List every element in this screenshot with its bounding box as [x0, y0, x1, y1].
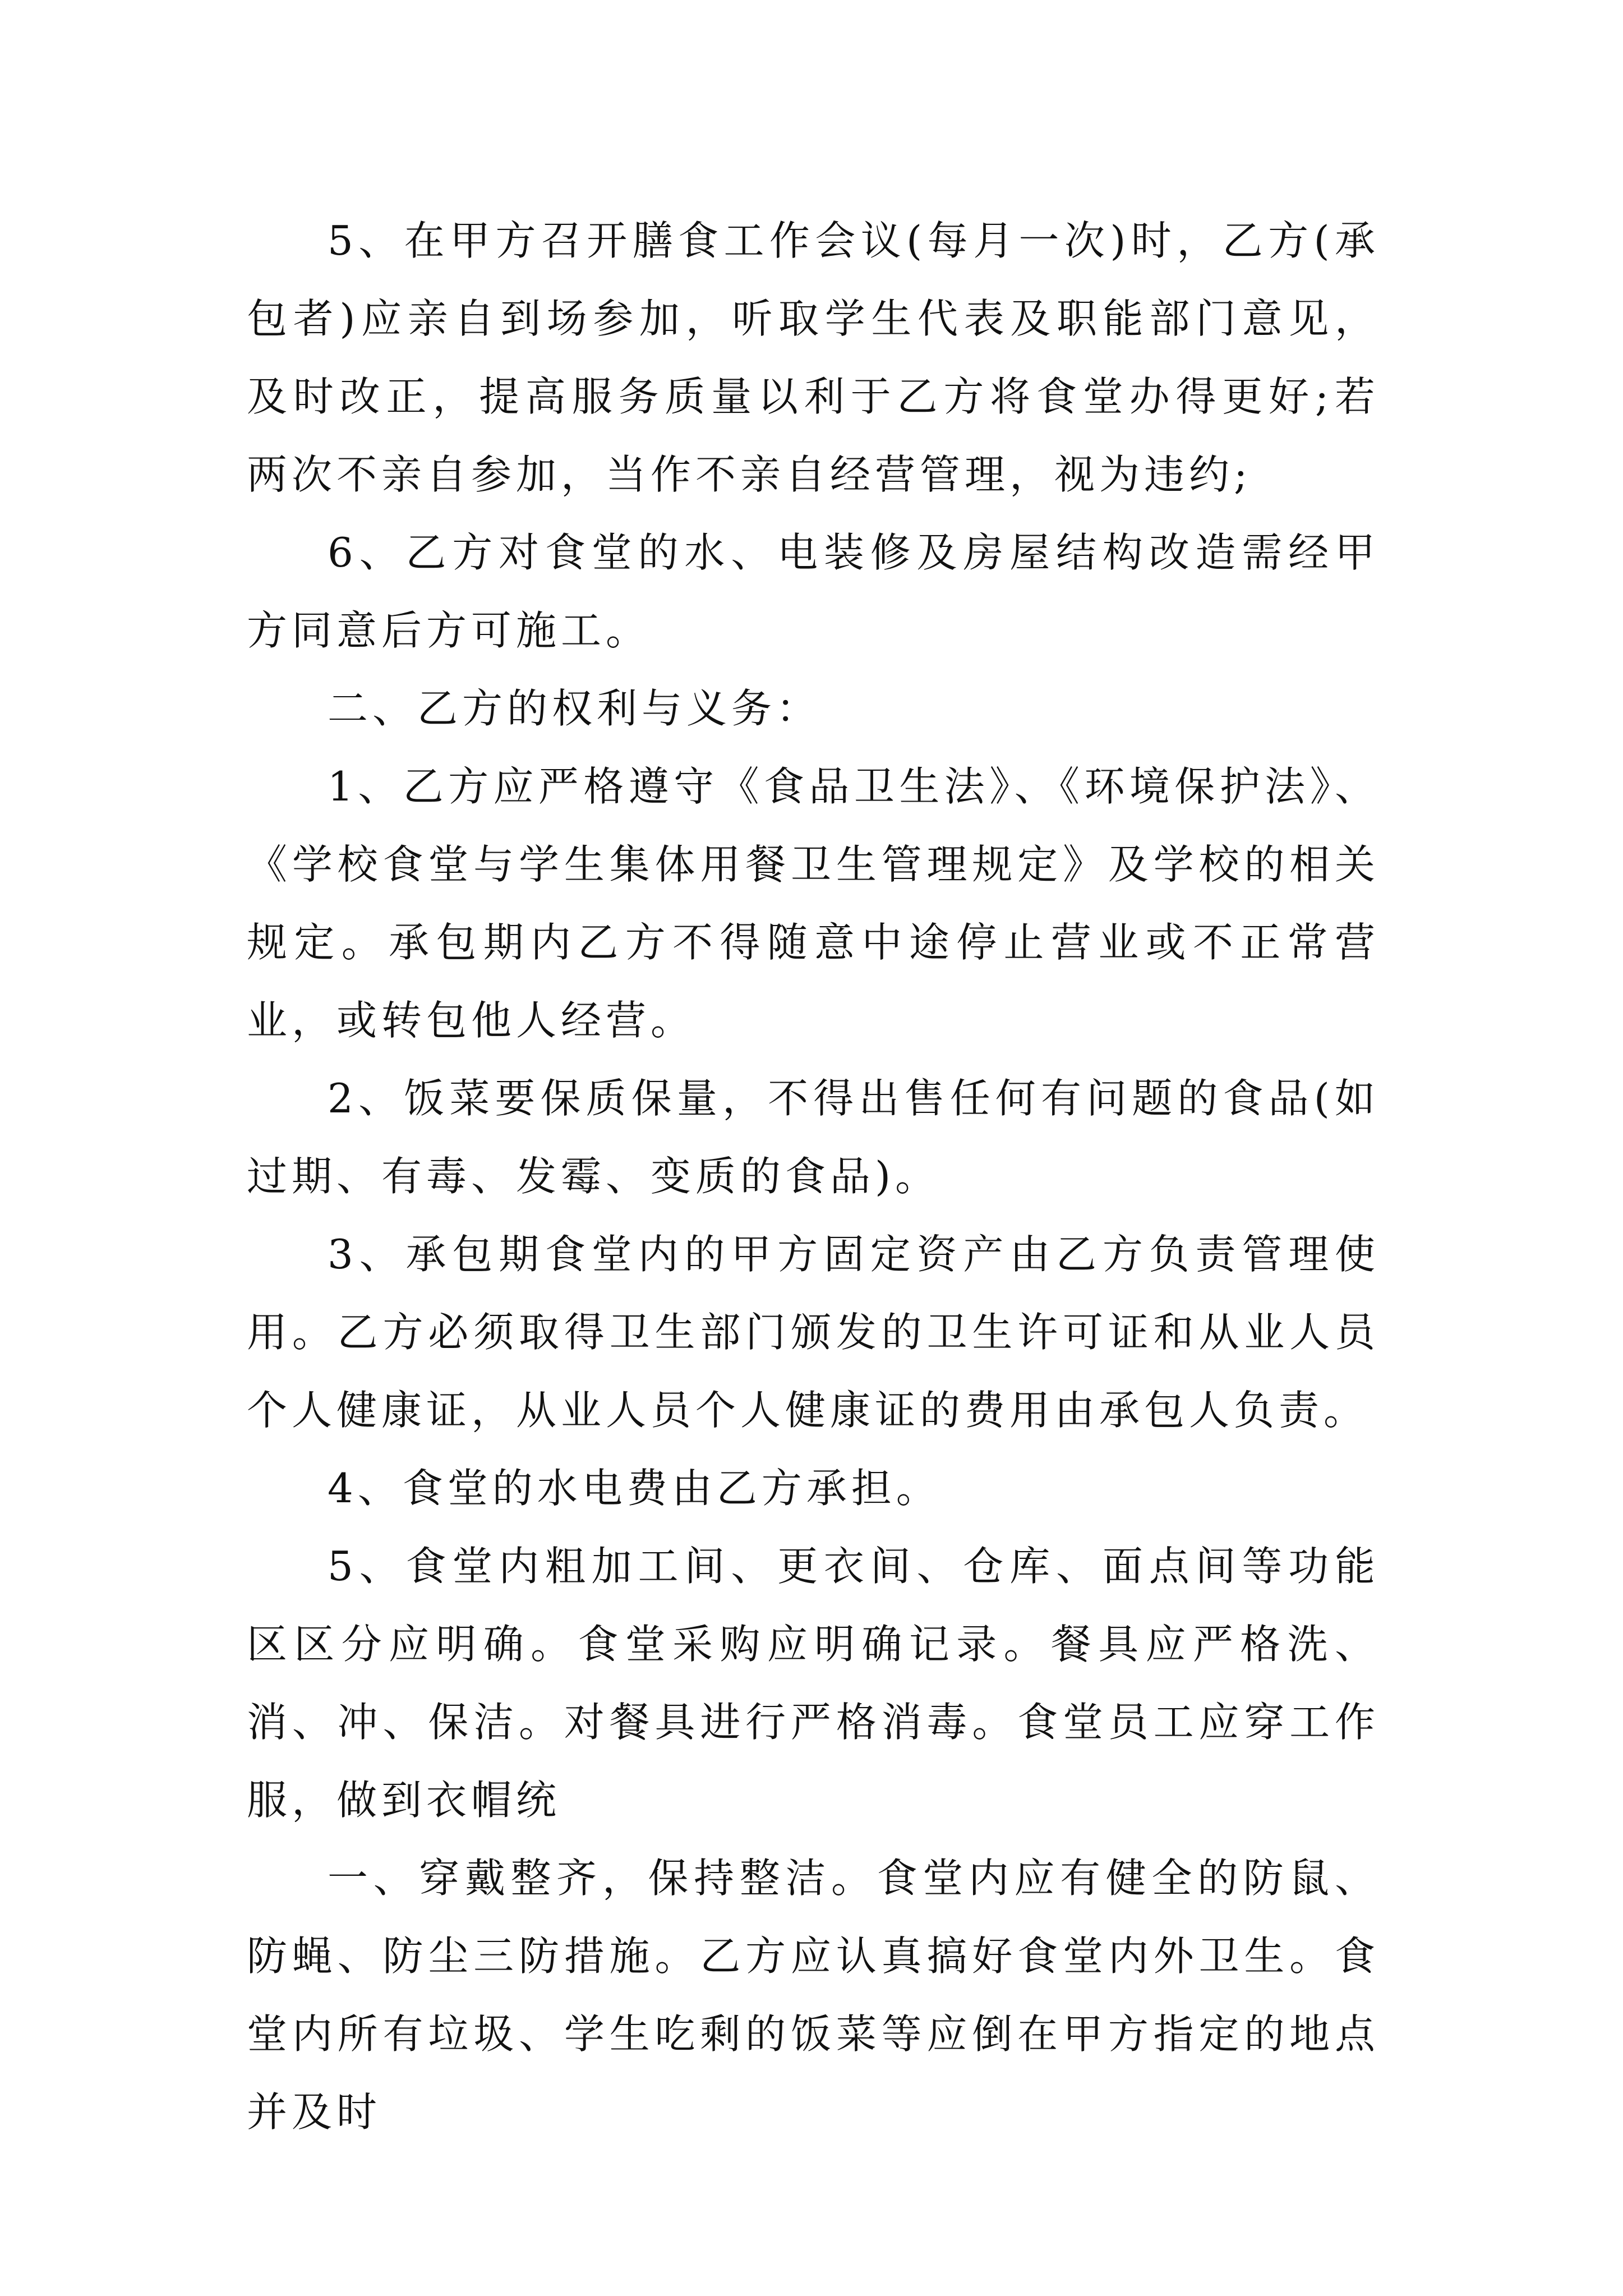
paragraph-clause-5-hygiene: 5、食堂内粗加工间、更衣间、仓库、面点间等功能区区分应明确。食堂采购应明确记录。餐具应严格洗、消、冲、保洁。对餐具进行严格消毒。食堂员工应穿工作服，做到衣帽统	[247, 1543, 1380, 1824]
paragraph-clause-1-laws: 1、乙方应严格遵守《食品卫生法》、《环境保护法》、《学校食堂与学生集体用餐卫生管理规定》及学校的相关规定。承包期内乙方不得随意中途停止营业或不正常营业，或转包他人经营。	[247, 763, 1380, 1044]
paragraph-clause-2-food-quality: 2、饭菜要保质保量，不得出售任何有问题的食品(如过期、有毒、发霉、变质的食品)。	[247, 1075, 1380, 1200]
section-heading-party-b-rights: 二、乙方的权利与义务：	[328, 685, 822, 732]
paragraph-clause-6-renovation: 6、乙方对食堂的水、电装修及房屋结构改造需经甲方同意后方可施工。	[247, 529, 1380, 654]
paragraph-clause-5-meeting: 5、在甲方召开膳食工作会议(每月一次)时，乙方(承包者)应亲自到场参加，听取学生代表及职能部门意见，及时改正，提高服务质量以利于乙方将食堂办得更好;若两次不亲自参加，当作不亲自经营管理，视为违约;	[247, 217, 1380, 498]
document-body	[247, 202, 1380, 2151]
paragraph-clause-3-assets: 3、承包期食堂内的甲方固定资产由乙方负责管理使用。乙方必须取得卫生部门颁发的卫生许可证和从业人员个人健康证，从业人员个人健康证的费用由承包人负责。	[247, 1231, 1380, 1434]
paragraph-clause-4-utilities: 4、食堂的水电费由乙方承担。	[328, 1465, 941, 1512]
paragraph-continuation-cleanliness: 一、穿戴整齐，保持整洁。食堂内应有健全的防鼠、防蝇、防尘三防措施。乙方应认真搞好食堂内外卫生。食堂内所有垃圾、学生吃剩的饭菜等应倒在甲方指定的地点并及时	[247, 1855, 1380, 2136]
